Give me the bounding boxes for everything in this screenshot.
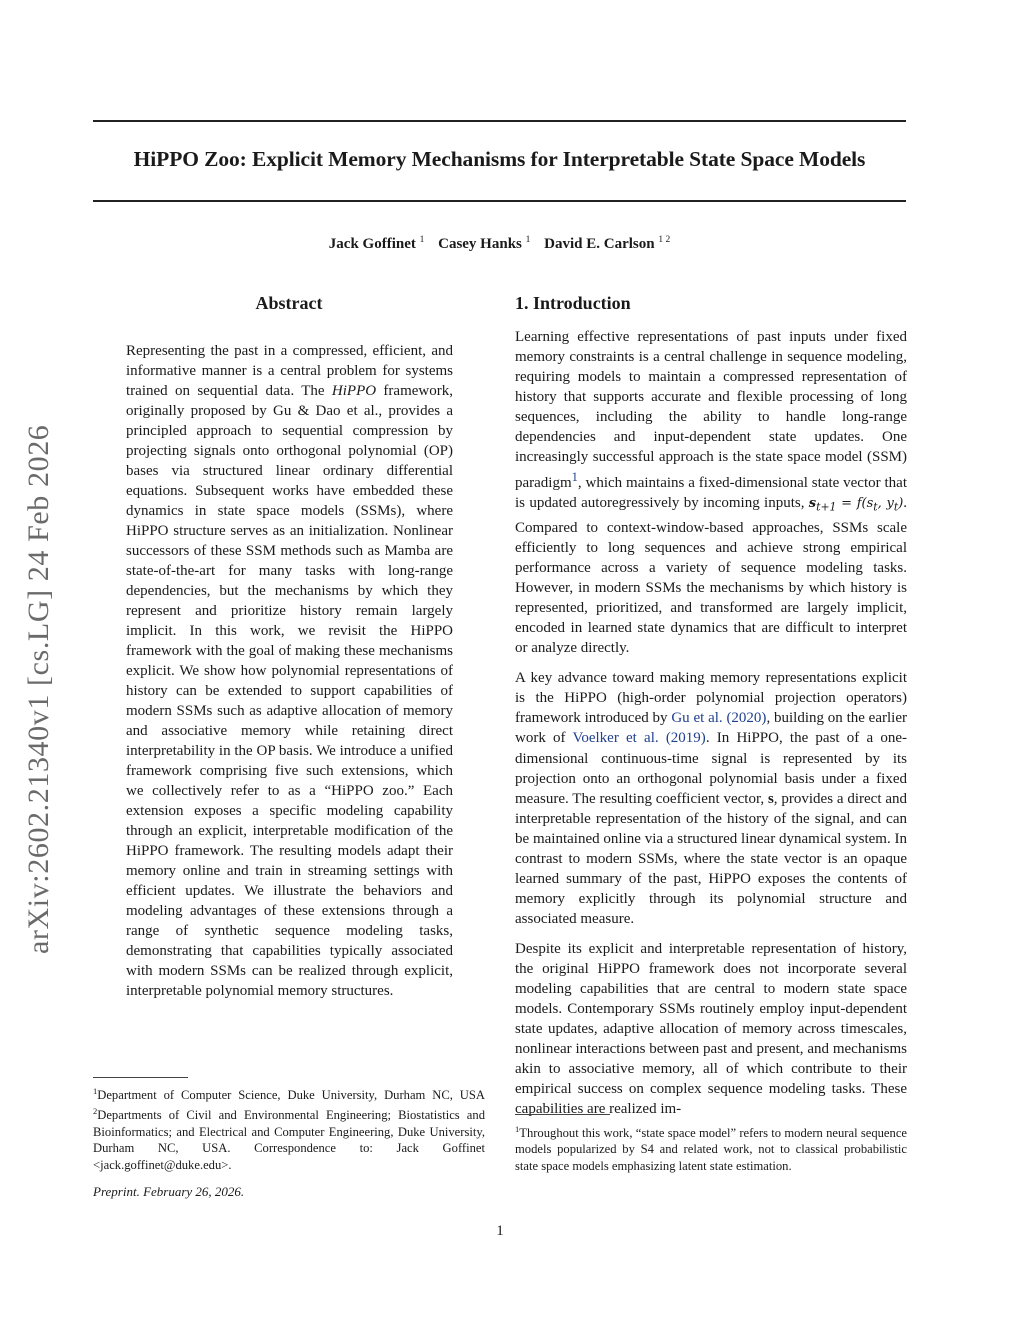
footnote-rule xyxy=(515,1114,610,1115)
footnote-text: Departments of Civil and Environmental Engineering; Biostatistics and Bioinformatics; and Electrical and Computer Engineering, Duke University, Durham NC, USA. Correspondence to: Jack Goffinet <jack.goffinet@duke.edu>. xyxy=(93,1108,485,1172)
paragraph xyxy=(515,668,907,929)
author-affiliation: 1 xyxy=(525,235,531,245)
citation-link[interactable]: Voelker et al. (2019) xyxy=(572,730,706,747)
paragraph: Despite its explicit and interpretable representation of history, the original HiPPO framework does not incorporate several modeling capabilities that are central to modern state space models. Contemporary SSMs routinely employ input-dependent state updates, adaptive allocation of memory across timescales, nonlinear interactions between past and present, and mechanisms akin to associative memory, all of which contribute to their empirical success on complex sequence modeling tasks. These capabilities are realized im- xyxy=(515,940,907,1118)
author-affiliation: 1 xyxy=(419,235,425,245)
paragraph-text: , which maintains a fixed-dimensional state vector that is updated autoregressively by incoming inputs, xyxy=(515,475,907,512)
paragraph-text: , building on the earlier work of xyxy=(515,710,907,747)
section-heading: 1. Introduction xyxy=(515,293,631,313)
author-affiliation: 1 2 xyxy=(658,235,671,245)
footnote-mark: 1 xyxy=(515,1124,520,1134)
author-list xyxy=(93,235,906,253)
abstract-heading: Abstract xyxy=(255,293,323,313)
author-name: Casey Hanks xyxy=(438,236,522,252)
paragraph-text: , provides a direct and interpretable representation of the history of the signal, and can be maintained online via a structured linear dynamical system. In contrast to modern SSMs, where the state vector is an opaque learned summary of the past, HiPPO exposes the contents of memory explicitly through its polynomial structure and associated measure. xyxy=(515,790,907,927)
footnote-rule xyxy=(93,1077,188,1078)
footnote-mark: 1 xyxy=(93,1086,98,1096)
inline-math: s xyxy=(767,790,774,807)
abstract-body xyxy=(126,341,453,1001)
paragraph-text: A key advance toward making memory representations explicit is the HiPPO (high-order polynomial projection operators) framework introduced by xyxy=(515,670,907,727)
paper-title: HiPPO Zoo: Explicit Memory Mechanisms for Interpretable State Space Models xyxy=(133,147,866,171)
title-rule-bottom xyxy=(93,200,906,202)
author-name: David E. Carlson xyxy=(544,236,655,252)
title-rule-top xyxy=(93,120,906,122)
inline-math: $s_{t+1} = f(s_t$, $y_t$) xyxy=(808,496,904,514)
footnote-mark: 2 xyxy=(93,1106,98,1117)
paragraph-text: . Compared to context-window-based approaches, SSMs scale efficiently to long sequences and achieve strong empirical performance across a variety of sequence modeling tasks. However, in modern SSMs the mechanisms by which history is represented, prioritized, and transformed are largely implicit, encoded in learned state dynamics that are difficult to interpret or analyze directly. xyxy=(515,495,908,657)
author-name: Jack Goffinet xyxy=(328,236,416,252)
arxiv-identifier: arXiv:2602.21340v1 [cs.LG] 24 Feb 2026 xyxy=(22,424,55,954)
abstract-text: Representing the past in a compressed, efficient, and informative manner is a central problem for systems trained on sequential data. The xyxy=(126,343,453,399)
abstract-emphasis: HiPPO xyxy=(331,383,377,399)
paragraph-text: . In HiPPO, the past of a one-dimensional continuous-time signal is represented by its projection onto an orthogonal polynomial basis under a fixed measure. The resulting coefficient vector, xyxy=(515,730,907,807)
preprint-note: Preprint. February 26, 2026. xyxy=(93,1184,245,1199)
paragraph xyxy=(515,327,907,658)
footnote-text: Department of Computer Science, Duke University, Durham NC, USA xyxy=(97,1088,485,1103)
paragraph-text: Learning effective representations of past inputs under fixed memory constraints is a central challenge in sequence modeling, requiring models to maintain a compressed representation of history that supports accurate and flexible processing of long sequences, including the ability to handle long-range dependencies and input-dependent state updates. One increasingly successful approach is the state space model (SSM) paradigm xyxy=(515,329,907,492)
footnote-text: Throughout this work, “state space model” refers to modern neural sequence models popularized by S4 and related work, not to classical probabilistic state space models emphasizing latent state estimation. xyxy=(515,1126,907,1173)
affiliation-footnote xyxy=(93,1083,485,1173)
page-number: 1 xyxy=(496,1223,504,1239)
abstract-text: framework, originally proposed by Gu & Dao et al., provides a principled approach to sequential compression by projecting signals onto orthogonal polynomial (OP) bases via structured linear ordinary differential equations. Subsequent works have embedded these dynamics in state space models (SSMs), where HiPPO structure serves as an initialization. Nonlinear successors of these SSM methods such as Mamba are state-of-the-art for many tasks with long-range dependencies, but the mechanisms by which they represent and prioritize history remain largely implicit. In this work, we revisit the HiPPO framework with the goal of making these mechanisms explicit. We show how polynomial representations of history can be extended to support capabilities of modern SSMs such as adaptive allocation of memory and associative memory while retaining direct interpretability in the OP basis. We introduce a unified framework comprising five such extensions, which we collectively refer to as a “HiPPO zoo.” Each extension exposes a specific modeling capability through an explicit, interpretable modification of the HiPPO framework. The resulting models adapt their memory online and train in streaming settings with efficient updates. We illustrate the behaviors and modeling advantages of these extensions through a range of synthetic sequence modeling tasks, demonstrating that capabilities typically associated with modern SSMs can be realized through explicit, interpretable polynomial memory structures. xyxy=(126,383,453,999)
citation-link[interactable]: Gu et al. (2020) xyxy=(671,710,767,727)
ssm-footnote xyxy=(515,1121,907,1174)
footnote-marker[interactable]: 1 xyxy=(571,470,578,485)
introduction-body xyxy=(515,327,907,1129)
